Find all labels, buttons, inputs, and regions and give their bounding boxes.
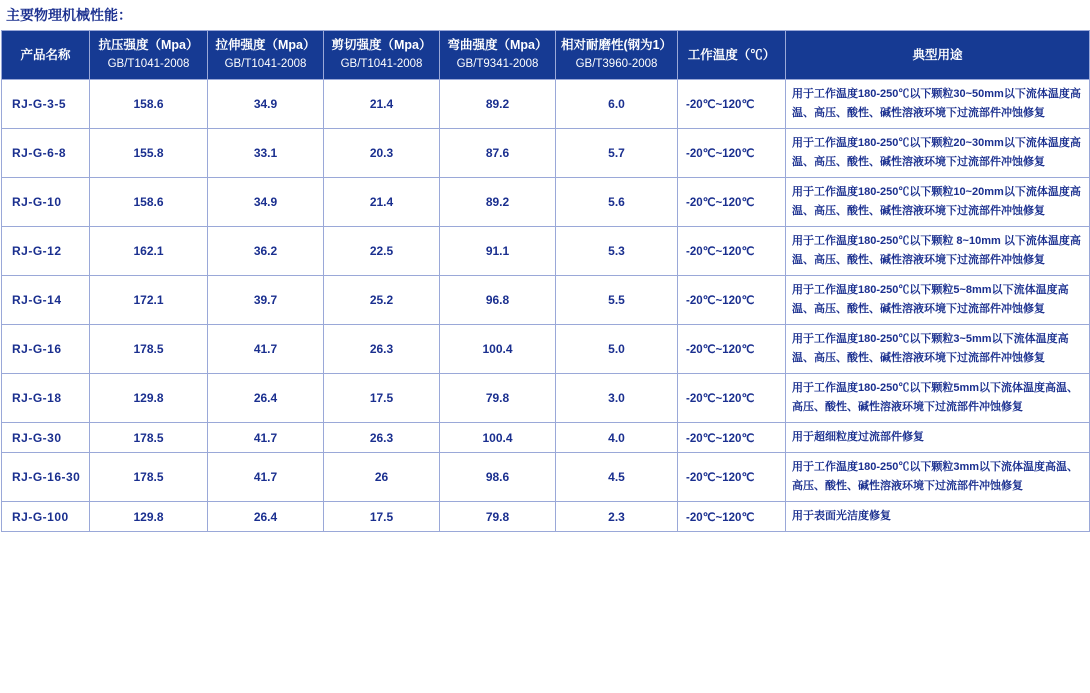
cell-shear-strength: 26.3 — [324, 423, 440, 453]
column-header-label: 弯曲强度（Mpa） — [447, 38, 548, 52]
cell-product-name: RJ-G-10 — [2, 178, 90, 227]
cell-tensile-strength: 34.9 — [208, 80, 324, 129]
column-header-label: 典型用途 — [912, 47, 963, 62]
cell-shear-strength: 25.2 — [324, 276, 440, 325]
cell-typical-use: 用于表面光洁度修复 — [786, 502, 1090, 532]
table-row — [2, 129, 1090, 178]
cell-product-name: RJ-G-100 — [2, 502, 90, 532]
table-row — [2, 325, 1090, 374]
table-header-row — [2, 31, 1090, 80]
cell-compressive-strength: 129.8 — [90, 502, 208, 532]
cell-bending-strength: 100.4 — [440, 325, 556, 374]
cell-bending-strength: 87.6 — [440, 129, 556, 178]
cell-typical-use: 用于工作温度180-250℃以下颗粒3mm以下流体温度高温、高压、酸性、碱性溶液环境下过流部件冲蚀修复 — [786, 453, 1090, 502]
cell-compressive-strength: 162.1 — [90, 227, 208, 276]
table-row — [2, 453, 1090, 502]
cell-bending-strength: 79.8 — [440, 502, 556, 532]
column-header-label: 工作温度（℃） — [687, 47, 776, 62]
column-header-label: 抗压强度（Mpa） — [98, 38, 199, 52]
cell-compressive-strength: 158.6 — [90, 178, 208, 227]
table-row — [2, 276, 1090, 325]
cell-bending-strength: 91.1 — [440, 227, 556, 276]
column-header-typical-use — [786, 31, 1090, 80]
cell-working-temperature: -20℃~120℃ — [678, 502, 786, 532]
cell-tensile-strength: 36.2 — [208, 227, 324, 276]
cell-shear-strength: 21.4 — [324, 178, 440, 227]
cell-working-temperature: -20℃~120℃ — [678, 178, 786, 227]
cell-product-name: RJ-G-6-8 — [2, 129, 90, 178]
table-body — [2, 80, 1090, 532]
cell-bending-strength: 89.2 — [440, 80, 556, 129]
cell-product-name: RJ-G-14 — [2, 276, 90, 325]
cell-bending-strength: 79.8 — [440, 374, 556, 423]
table-row — [2, 80, 1090, 129]
cell-working-temperature: -20℃~120℃ — [678, 80, 786, 129]
cell-wear-resistance: 4.5 — [556, 453, 678, 502]
cell-wear-resistance: 5.0 — [556, 325, 678, 374]
cell-shear-strength: 17.5 — [324, 502, 440, 532]
cell-tensile-strength: 41.7 — [208, 325, 324, 374]
cell-compressive-strength: 129.8 — [90, 374, 208, 423]
column-header-standard: GB/T3960-2008 — [575, 58, 658, 70]
cell-typical-use: 用于超细粒度过流部件修复 — [786, 423, 1090, 453]
cell-working-temperature: -20℃~120℃ — [678, 129, 786, 178]
table-row — [2, 178, 1090, 227]
table-row — [2, 227, 1090, 276]
column-header-tensile-strength — [208, 31, 324, 80]
cell-working-temperature: -20℃~120℃ — [678, 276, 786, 325]
cell-typical-use: 用于工作温度180-250℃以下颗粒 8~10mm 以下流体温度高温、高压、酸性、碱性溶液环境下过流部件冲蚀修复 — [786, 227, 1090, 276]
cell-shear-strength: 26.3 — [324, 325, 440, 374]
cell-typical-use: 用于工作温度180-250℃以下颗粒3~5mm以下流体温度高温、高压、酸性、碱性溶液环境下过流部件冲蚀修复 — [786, 325, 1090, 374]
column-header-product-name — [2, 31, 90, 80]
spec-table — [1, 30, 1090, 532]
cell-compressive-strength: 155.8 — [90, 129, 208, 178]
cell-wear-resistance: 5.6 — [556, 178, 678, 227]
cell-tensile-strength: 41.7 — [208, 453, 324, 502]
cell-shear-strength: 17.5 — [324, 374, 440, 423]
cell-wear-resistance: 3.0 — [556, 374, 678, 423]
column-header-standard: GB/T9341-2008 — [456, 58, 539, 70]
column-header-label: 产品名称 — [20, 47, 71, 62]
column-header-working-temperature — [678, 31, 786, 80]
cell-bending-strength: 89.2 — [440, 178, 556, 227]
page-title: 主要物理机械性能： — [6, 7, 132, 23]
cell-compressive-strength: 178.5 — [90, 325, 208, 374]
table-row — [2, 502, 1090, 532]
cell-wear-resistance: 5.5 — [556, 276, 678, 325]
cell-tensile-strength: 41.7 — [208, 423, 324, 453]
column-header-standard: GB/T1041-2008 — [224, 58, 307, 70]
cell-working-temperature: -20℃~120℃ — [678, 374, 786, 423]
cell-shear-strength: 20.3 — [324, 129, 440, 178]
column-header-standard: GB/T1041-2008 — [340, 58, 423, 70]
cell-compressive-strength: 158.6 — [90, 80, 208, 129]
cell-working-temperature: -20℃~120℃ — [678, 423, 786, 453]
cell-working-temperature: -20℃~120℃ — [678, 227, 786, 276]
table-header — [2, 31, 1090, 80]
cell-bending-strength: 98.6 — [440, 453, 556, 502]
cell-working-temperature: -20℃~120℃ — [678, 453, 786, 502]
cell-tensile-strength: 34.9 — [208, 178, 324, 227]
cell-product-name: RJ-G-18 — [2, 374, 90, 423]
cell-product-name: RJ-G-3-5 — [2, 80, 90, 129]
cell-compressive-strength: 172.1 — [90, 276, 208, 325]
column-header-label: 拉伸强度（Mpa） — [215, 38, 316, 52]
cell-tensile-strength: 33.1 — [208, 129, 324, 178]
cell-product-name: RJ-G-16 — [2, 325, 90, 374]
cell-product-name: RJ-G-12 — [2, 227, 90, 276]
cell-bending-strength: 96.8 — [440, 276, 556, 325]
cell-typical-use: 用于工作温度180-250℃以下颗粒5mm以下流体温度高温、高压、酸性、碱性溶液环境下过流部件冲蚀修复 — [786, 374, 1090, 423]
cell-shear-strength: 21.4 — [324, 80, 440, 129]
column-header-compressive-strength — [90, 31, 208, 80]
cell-bending-strength: 100.4 — [440, 423, 556, 453]
column-header-relative-wear-resistance — [556, 31, 678, 80]
column-header-label: 剪切强度（Mpa） — [331, 38, 432, 52]
cell-wear-resistance: 2.3 — [556, 502, 678, 532]
cell-typical-use: 用于工作温度180-250℃以下颗粒5~8mm以下流体温度高温、高压、酸性、碱性溶液环境下过流部件冲蚀修复 — [786, 276, 1090, 325]
cell-wear-resistance: 5.3 — [556, 227, 678, 276]
cell-working-temperature: -20℃~120℃ — [678, 325, 786, 374]
cell-product-name: RJ-G-16-30 — [2, 453, 90, 502]
table-row — [2, 423, 1090, 453]
cell-wear-resistance: 5.7 — [556, 129, 678, 178]
cell-tensile-strength: 26.4 — [208, 374, 324, 423]
cell-product-name: RJ-G-30 — [2, 423, 90, 453]
column-header-standard: GB/T1041-2008 — [107, 58, 190, 70]
column-header-bending-strength — [440, 31, 556, 80]
column-header-shear-strength — [324, 31, 440, 80]
cell-typical-use: 用于工作温度180-250℃以下颗粒20~30mm以下流体温度高温、高压、酸性、碱性溶液环境下过流部件冲蚀修复 — [786, 129, 1090, 178]
table-row — [2, 374, 1090, 423]
cell-shear-strength: 26 — [324, 453, 440, 502]
cell-compressive-strength: 178.5 — [90, 423, 208, 453]
column-header-label: 相对耐磨性(钢为1） — [560, 38, 673, 52]
cell-typical-use: 用于工作温度180-250℃以下颗粒30~50mm以下流体温度高温、高压、酸性、碱性溶液环境下过流部件冲蚀修复 — [786, 80, 1090, 129]
cell-tensile-strength: 39.7 — [208, 276, 324, 325]
cell-compressive-strength: 178.5 — [90, 453, 208, 502]
cell-wear-resistance: 4.0 — [556, 423, 678, 453]
cell-typical-use: 用于工作温度180-250℃以下颗粒10~20mm以下流体温度高温、高压、酸性、碱性溶液环境下过流部件冲蚀修复 — [786, 178, 1090, 227]
cell-shear-strength: 22.5 — [324, 227, 440, 276]
cell-wear-resistance: 6.0 — [556, 80, 678, 129]
cell-tensile-strength: 26.4 — [208, 502, 324, 532]
